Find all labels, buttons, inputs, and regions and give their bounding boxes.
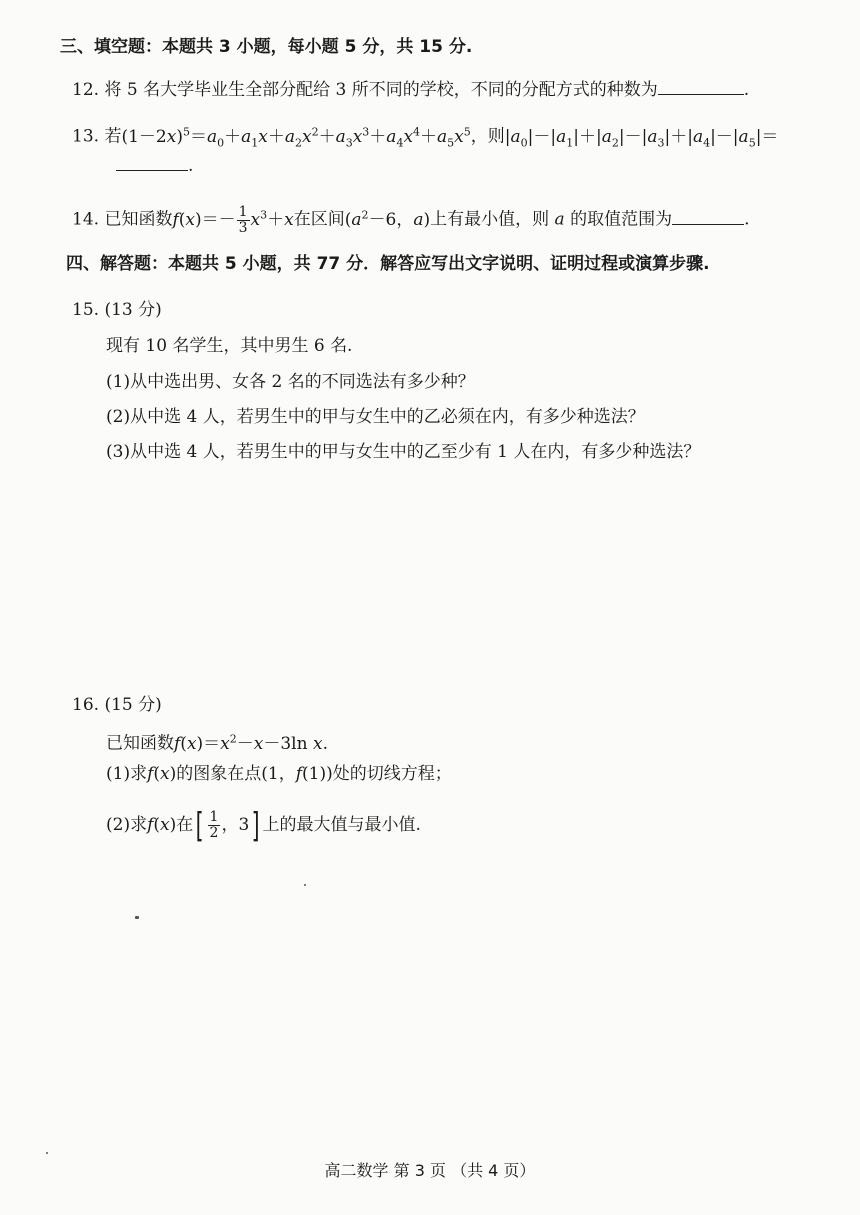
page-footer: 高二数学 第 3 页 （共 4 页） xyxy=(324,1161,536,1180)
part-end: 上的最大值与最小值. xyxy=(262,815,421,835)
scan-speck xyxy=(46,1152,48,1154)
part-mid: 在 xyxy=(176,815,194,835)
answer-blank[interactable] xyxy=(116,156,188,171)
question-tail: 的取值范围为 xyxy=(570,209,673,230)
question-prefix: 已知函数 xyxy=(104,209,173,230)
question-number: 16. xyxy=(72,695,100,715)
function-definition: f(x)＝－ $\frac{1}{3}$ $x^3+x$ xyxy=(172,203,294,236)
interval-expression: ($a^2-6$，a) xyxy=(344,208,431,230)
function-ref: f(x) xyxy=(147,815,177,835)
part-prefix: (2)求 xyxy=(106,815,148,835)
question-15-part-1: (1)从中选出男、女各 2 名的不同选法有多少种？ xyxy=(106,372,475,392)
question-16-intro xyxy=(106,728,328,755)
question-number: 12. xyxy=(72,80,100,100)
part-prefix: (1)求 xyxy=(106,764,148,784)
closed-interval: [ $\frac{1}{2}$ ，3] xyxy=(195,805,260,846)
question-text: 将 5 名大学毕业生全部分配给 3 所不同的学校，不同的分配方式的种数为 xyxy=(104,80,658,100)
question-number: 14. xyxy=(72,209,100,230)
question-number: 15. xyxy=(72,300,100,320)
scan-speck xyxy=(304,884,306,886)
question-mid: ，则 xyxy=(470,126,505,147)
variable-a: a xyxy=(554,209,565,230)
question-end: . xyxy=(188,156,194,176)
scan-speck xyxy=(135,916,139,919)
question-end: . xyxy=(744,209,750,230)
question-16-part-1 xyxy=(106,763,452,785)
question-13 xyxy=(72,121,778,154)
answer-blank[interactable] xyxy=(672,210,744,225)
absolute-sum-expression: $|a_0|-|a_1|+|a_2|-|a_3|+|a_4|-|a_5|=$ xyxy=(504,126,779,150)
function-definition: $f(x)=x^2-x-3\ln$ x. xyxy=(174,732,328,754)
part-end: )处的切线方程； xyxy=(326,764,452,784)
intro-prefix: 已知函数 xyxy=(106,733,174,754)
question-end: . xyxy=(743,80,750,100)
question-15-part-2: (2)从中选 4 人，若男生中的甲与女生中的乙必须在内，有多少种选法？ xyxy=(106,407,645,427)
question-12 xyxy=(72,79,749,101)
function-ref: f(x) xyxy=(147,764,177,784)
part-suffix: 的图象在点(1， xyxy=(176,764,296,784)
question-16-header xyxy=(72,694,162,716)
question-15-header xyxy=(72,299,162,321)
question-number: 13. xyxy=(72,126,100,147)
question-score: (13 分) xyxy=(104,300,162,320)
binomial-expansion: $(1-2x)^5=a_0+a_1x+a_2x^2+a_3x^3+a_4x^4+a_5x^5$ xyxy=(121,125,471,150)
question-15-part-3: (3)从中选 4 人，若男生中的甲与女生中的乙至少有 1 人在内，有多少种选法？ xyxy=(106,442,701,462)
question-suffix: 上有最小值，则 xyxy=(430,209,550,230)
question-middle: 在区间 xyxy=(293,209,345,230)
section-4-heading: 四、解答题：本题共 5 小题，共 77 分．解答应写出文字说明、证明过程或演算步骤. xyxy=(66,254,710,274)
question-score: (15 分) xyxy=(104,695,162,715)
answer-blank[interactable] xyxy=(658,80,744,95)
question-13-continuation xyxy=(116,155,193,177)
question-prefix: 若 xyxy=(104,126,122,147)
question-16-part-2 xyxy=(106,805,421,846)
section-3-heading: 三、填空题：本题共 3 小题，每小题 5 分，共 15 分. xyxy=(60,37,473,57)
function-value: f(1) xyxy=(295,764,327,784)
question-15-intro: 现有 10 名学生，其中男生 6 名. xyxy=(106,336,353,356)
question-14 xyxy=(72,200,749,236)
